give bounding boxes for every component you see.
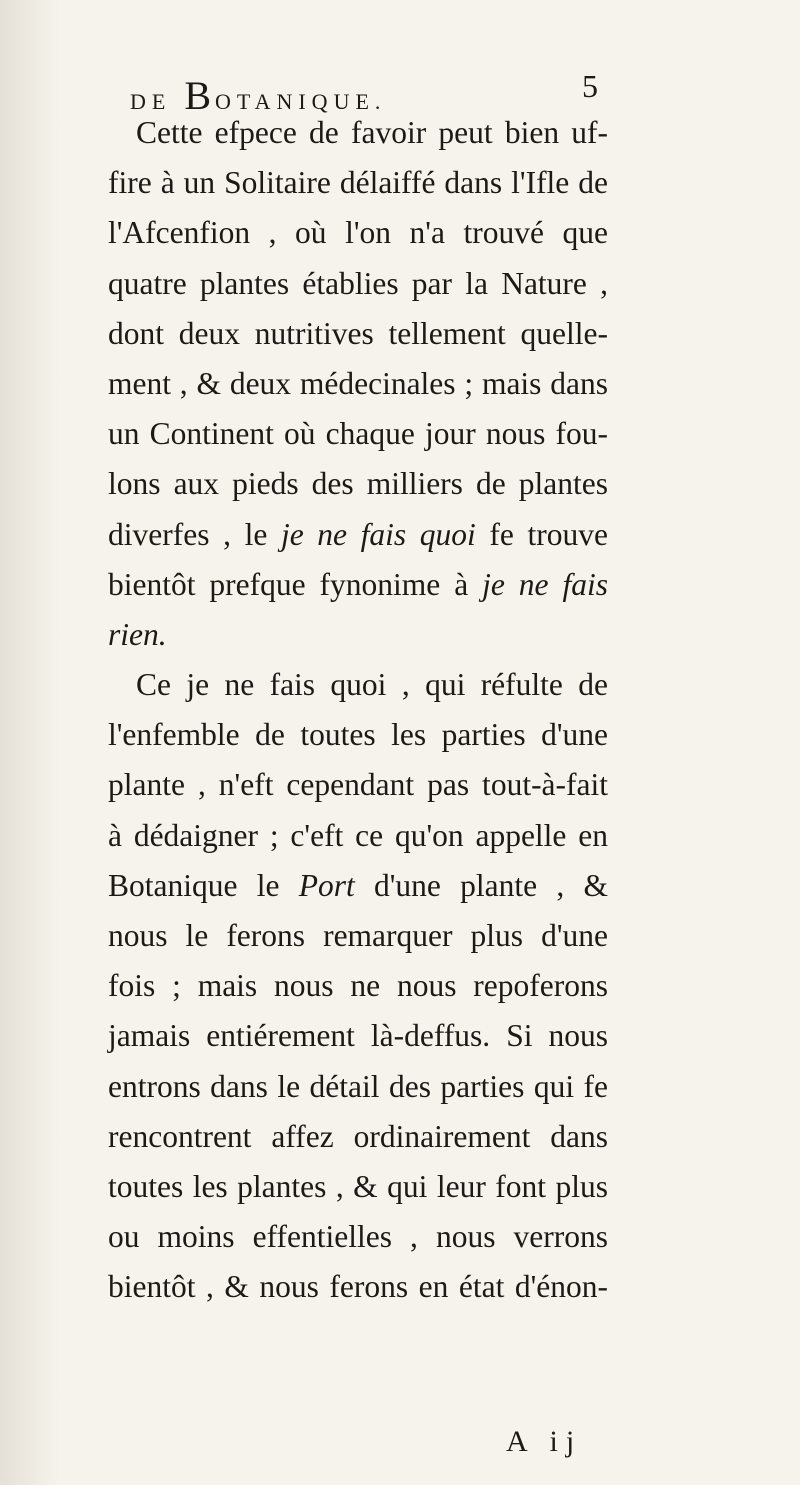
running-head <box>130 72 650 118</box>
text-line: ment , & deux médecinales ; mais dans <box>108 365 608 401</box>
text-line: toutes les plantes , & qui leur font plus <box>108 1168 608 1204</box>
text-line <box>108 510 608 560</box>
text-line: jamais entiérement là-deffus. Si nous <box>108 1018 608 1054</box>
italic-phrase: je ne fais quoi <box>280 516 476 552</box>
text-line: ou moins effentielles , nous verrons <box>108 1219 608 1255</box>
text-segment: fe trouve <box>475 516 608 552</box>
page-number: 5 <box>582 68 598 104</box>
text-line: rencontrent affez ordinairement dans <box>108 1118 608 1154</box>
text-line: nous le ferons remarquer plus d'une <box>108 918 608 953</box>
italic-phrase: je ne fais <box>482 566 608 602</box>
text-line: Cette efpece de favoir peut bien uf- <box>136 115 608 150</box>
text-line <box>108 861 608 911</box>
text-line: quatre plantes établies par la Nature , <box>108 265 608 301</box>
text-line: fois ; mais nous ne nous repoferons <box>108 968 608 1004</box>
text-line: l'Afcenfion , où l'on n'a trouvé que <box>108 215 608 251</box>
text-line: dont deux nutritives tellement quelle- <box>108 315 608 351</box>
text-line: Ce je ne fais quoi , qui réfulte de <box>136 667 608 703</box>
text-segment: Botanique le <box>108 867 299 903</box>
italic-phrase: Port <box>298 867 355 903</box>
text-line: rien. <box>108 616 167 652</box>
body-text <box>108 108 608 1313</box>
text-line: fire à un Solitaire délaiffé dans l'Ifle de <box>108 165 608 201</box>
text-line: un Continent où chaque jour nous fou- <box>108 416 608 452</box>
text-line <box>108 560 608 610</box>
running-head-de: DE <box>130 89 172 114</box>
text-line: lons aux pieds des milliers de plantes <box>108 466 608 502</box>
text-line: bientôt , & nous ferons en état d'énon- <box>108 1269 608 1305</box>
text-line: à dédaigner ; c'eft ce qu'on appelle en <box>108 817 608 853</box>
signature-mark: A ij <box>506 1425 583 1458</box>
running-head-initial: B <box>184 73 216 118</box>
text-segment: d'une plante , & <box>354 867 608 903</box>
text-segment: bientôt prefque fynonime à <box>108 566 483 602</box>
text-line: entrons dans le détail des parties qui fe <box>108 1068 608 1104</box>
running-head-rest: OTANIQUE. <box>215 89 387 114</box>
text-segment: diverfes , le <box>108 516 281 552</box>
text-line: l'enfemble de toutes les parties d'une <box>108 717 608 753</box>
text-line: plante , n'eft cependant pas tout-à-fait <box>108 767 608 803</box>
